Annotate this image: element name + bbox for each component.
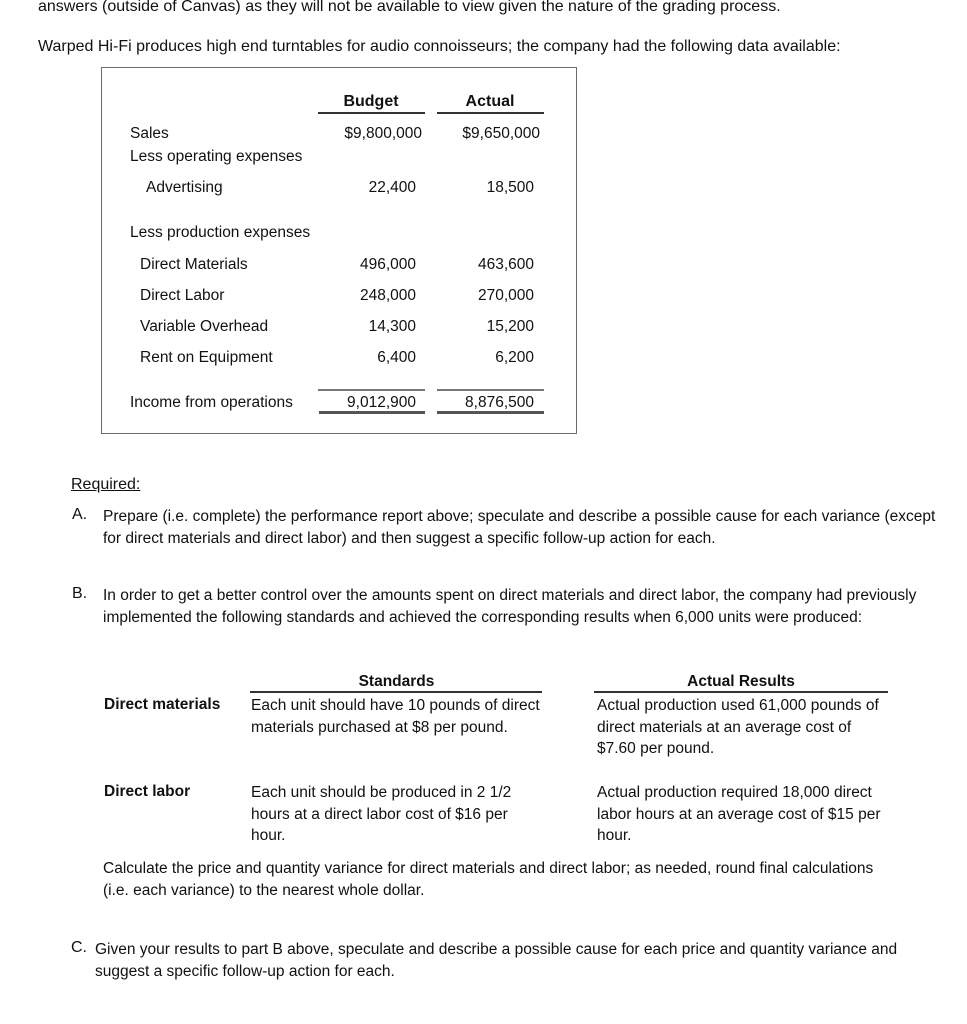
row-label-production-expenses: Less production expenses	[130, 224, 311, 241]
direct-materials-label: Direct materials	[104, 696, 221, 713]
direct-materials-standard: Each unit should have 10 pounds of direct materials purchased at $8 per pound.	[251, 697, 540, 736]
actual-header-rule	[437, 112, 544, 114]
advertising-actual: 18,500	[486, 179, 534, 196]
standards-header-rule	[250, 691, 542, 693]
row-label-advertising: Advertising	[146, 179, 223, 196]
direct-labor-label: Direct labor	[104, 783, 191, 800]
sales-actual: $9,650,000	[462, 125, 540, 142]
direct-materials-actual: 463,600	[477, 256, 534, 273]
row-label-operating-expenses: Less operating expenses	[130, 148, 303, 165]
direct-materials-budget: 496,000	[359, 256, 416, 273]
row-label-rent-on-equipment: Rent on Equipment	[140, 349, 273, 366]
column-header-budget: Budget	[343, 93, 399, 110]
column-header-actual: Actual	[465, 93, 515, 110]
row-label-income-from-operations: Income from operations	[130, 394, 293, 411]
performance-report-box	[101, 67, 577, 434]
direct-labor-actual: 270,000	[477, 287, 534, 304]
row-label-direct-materials: Direct Materials	[140, 256, 248, 273]
intro-line-1: answers (outside of Canvas) as they will not be available to view given the nature of the grading process.	[38, 0, 781, 15]
variable-overhead-budget: 14,300	[368, 318, 416, 335]
budget-total-top-rule	[318, 389, 425, 391]
advertising-budget: 22,400	[368, 179, 416, 196]
direct-labor-actual-result: Actual production required 18,000 direct labor hours at an average cost of $15 per hour.	[597, 784, 881, 844]
part-c-marker: C.	[71, 939, 87, 956]
standards-header: Standards	[358, 673, 435, 690]
actual-total-double-rule	[437, 411, 544, 414]
budget-header-rule	[318, 112, 425, 114]
direct-labor-standard: Each unit should be produced in 2 1/2 hours at a direct labor cost of $16 per hour.	[251, 784, 512, 844]
budget-total-double-rule	[319, 411, 425, 414]
income-actual: 8,876,500	[465, 394, 534, 411]
rent-actual: 6,200	[495, 349, 534, 366]
part-c-text: Given your results to part B above, speculate and describe a possible cause for each price and quantity variance and suggest a specific follow-up action for each.	[95, 941, 898, 980]
actual-results-header-rule	[594, 691, 888, 693]
part-a-marker: A.	[72, 506, 88, 523]
row-label-sales: Sales	[130, 125, 169, 142]
variable-overhead-actual: 15,200	[486, 318, 534, 335]
actual-total-top-rule	[437, 389, 544, 391]
part-b-marker: B.	[72, 585, 88, 602]
part-a-text: Prepare (i.e. complete) the performance report above; speculate and describe a possible cause for each variance (except for direct materials and direct labor) and then suggest a specific follow-up action for each.	[103, 508, 936, 547]
sales-budget: $9,800,000	[344, 125, 422, 142]
part-b-text: In order to get a better control over the amounts spent on direct materials and direct labor, the company had previously implemented the following standards and achieved the corresponding results when 6,000 units were produced:	[103, 587, 917, 626]
part-b-calc-text: Calculate the price and quantity variance for direct materials and direct labor; as needed, round final calculations (i.e. each variance) to the nearest whole dollar.	[103, 860, 874, 899]
row-label-variable-overhead: Variable Overhead	[140, 318, 269, 335]
intro-line-2: Warped Hi-Fi produces high end turntables for audio connoisseurs; the company had the following data available:	[38, 38, 841, 55]
required-heading: Required:	[71, 476, 141, 493]
direct-materials-actual-result: Actual production used 61,000 pounds of direct materials at an average cost of $7.60 per pound.	[597, 697, 879, 757]
actual-results-header: Actual Results	[687, 673, 795, 690]
rent-budget: 6,400	[377, 349, 416, 366]
income-budget: 9,012,900	[347, 394, 416, 411]
row-label-direct-labor: Direct Labor	[140, 287, 225, 304]
direct-labor-budget: 248,000	[359, 287, 416, 304]
